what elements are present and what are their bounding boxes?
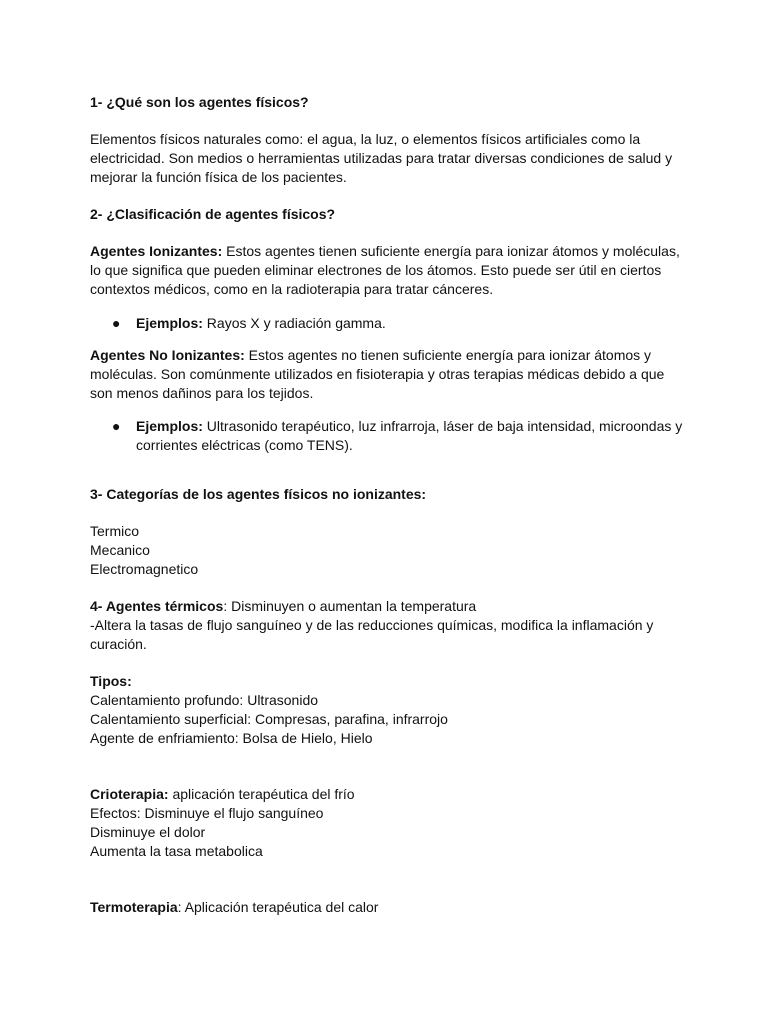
- tipo-calentamiento-superficial: Calentamiento superficial: Compresas, parafina, infrarrojo: [90, 711, 448, 727]
- no-ionizantes-example-line-2: corrientes eléctricas (como TENS).: [136, 437, 353, 453]
- question-1-line-1: Elementos físicos naturales como: el agua, la luz, o elementos físicos artificiales como la: [90, 131, 641, 147]
- no-ionizantes-paragraph-line-1: [90, 346, 690, 365]
- category-termico: Termico: [90, 523, 140, 539]
- question-3-heading: [90, 485, 690, 504]
- ionizantes-paragraph-line-2: lo que significa que pueden eliminar electrones de los átomos. Esto puede ser útil en ciertos: [90, 262, 662, 278]
- tipo-calentamiento-profundo: Calentamiento profundo: Ultrasonido: [90, 692, 319, 708]
- no-ionizantes-term: Agentes No Ionizantes:: [90, 347, 245, 363]
- question-4-heading: [90, 597, 690, 616]
- termoterapia-definition: : Aplicación terapéutica del calor: [177, 899, 379, 915]
- question-3-heading-text: 3- Categorías de los agentes físicos no ionizantes: [90, 486, 422, 502]
- question-3-heading-colon: :: [421, 486, 427, 502]
- crioterapia-definition: aplicación terapéutica del frío: [168, 786, 355, 802]
- crioterapia-dolor: Disminuye el dolor: [90, 824, 206, 840]
- crioterapia-tasa-metabolica: Aumenta la tasa metabolica: [90, 843, 263, 859]
- crioterapia-term: Crioterapia:: [90, 786, 169, 802]
- example-label: Ejemplos:: [136, 418, 203, 434]
- category-mecanico: Mecanico: [90, 542, 150, 558]
- no-ionizantes-text: Estos agentes no tienen suficiente energía para ionizar átomos y: [244, 347, 652, 363]
- example-text: Rayos X y radiación gamma.: [202, 315, 386, 331]
- no-ionizantes-example-line-1: [136, 417, 696, 436]
- example-label: Ejemplos:: [136, 315, 203, 331]
- ionizantes-example: [136, 314, 696, 333]
- ionizantes-paragraph-line-1: [90, 242, 690, 261]
- question-2-heading: 2- ¿Clasificación de agentes físicos?: [90, 206, 336, 222]
- bullet-icon: ●: [112, 418, 121, 434]
- crioterapia-efectos: Efectos: Disminuye el flujo sanguíneo: [90, 805, 324, 821]
- bullet-icon: ●: [112, 315, 121, 331]
- question-4-heading-term: 4- Agentes térmicos: [90, 598, 224, 614]
- question-1-heading: 1- ¿Qué son los agentes físicos?: [90, 94, 309, 110]
- no-ionizantes-paragraph-line-3: son menos dañinos para los tejidos.: [90, 385, 314, 401]
- ionizantes-text: Estos agentes tienen suficiente energía para ionizar átomos y moléculas,: [222, 243, 680, 259]
- question-4-heading-rest: : Disminuyen o aumentan la temperatura: [223, 598, 477, 614]
- crioterapia-heading: [90, 785, 690, 804]
- category-electromagnetico: Electromagnetico: [90, 561, 199, 577]
- question-1-line-2: electricidad. Son medios o herramientas utilizadas para tratar diversas condiciones de salud y: [90, 150, 673, 166]
- no-ionizantes-paragraph-line-2: moléculas. Son comúnmente utilizados en fisioterapia y otras terapias médicas debido a que: [90, 366, 665, 382]
- tipos-label: Tipos:: [90, 673, 132, 689]
- question-4-line-2: curación.: [90, 636, 147, 652]
- question-1-line-3: mejorar la función física de los pacientes.: [90, 169, 347, 185]
- tipo-enfriamiento: Agente de enfriamiento: Bolsa de Hielo, Hielo: [90, 730, 373, 746]
- termoterapia-heading: [90, 898, 690, 917]
- example-text: Ultrasonido terapéutico, luz infrarroja, láser de baja intensidad, microondas y: [202, 418, 683, 434]
- ionizantes-term: Agentes Ionizantes:: [90, 243, 223, 259]
- termoterapia-term: Termoterapia: [90, 899, 178, 915]
- ionizantes-paragraph-line-3: contextos médicos, como en la radioterapia para tratar cánceres.: [90, 281, 494, 297]
- question-4-line-1: -Altera la tasas de flujo sanguíneo y de las reducciones químicas, modifica la inflamación y: [90, 617, 654, 633]
